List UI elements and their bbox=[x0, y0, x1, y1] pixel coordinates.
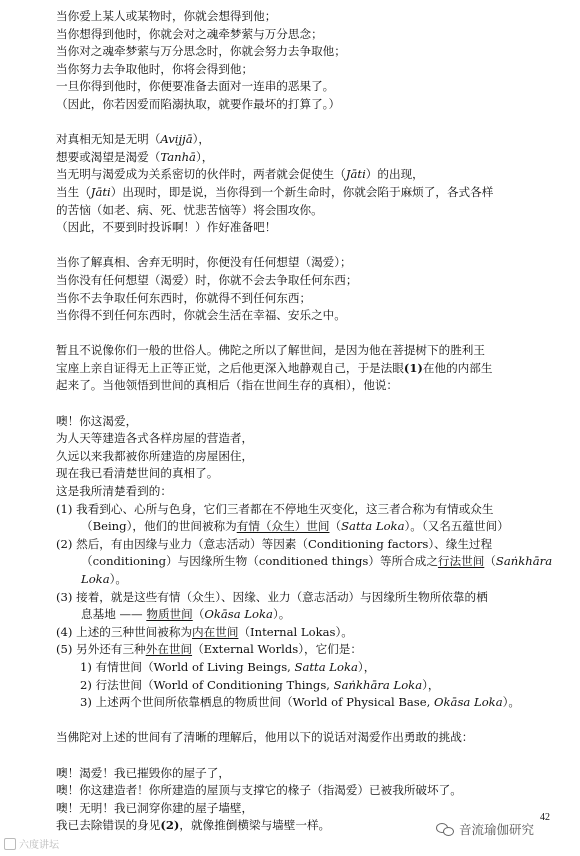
sub-list-item: 3) 上述两个世间所依靠栖息的物质世间（World of Physical Base, Okāsa Loka）。 bbox=[80, 695, 520, 710]
watermark-right-text: 音流瑜伽研究 bbox=[459, 822, 535, 837]
text-line: 当你爱上某人或某物时，你就会想得到他； bbox=[56, 9, 277, 23]
list-item-continuation: （Being），他们的世间被称为有情（众生）世间（Satta Loka）。（又名五蕴世间） bbox=[81, 519, 509, 534]
pali-term: Tanhā bbox=[160, 149, 196, 164]
text-line: 久远以来我都被你所建造的房屋困住， bbox=[56, 448, 254, 463]
underlined-term: 外在世间 bbox=[145, 642, 193, 657]
list-item-continuation: Loka）。 bbox=[81, 572, 128, 586]
pali-term: Satta Loka bbox=[294, 659, 358, 674]
list-item: (5) 另外还有三种外在世间（External Worlds），它们是： bbox=[56, 642, 362, 657]
text-line: 我已去除错误的身见(2)，就像推倒横梁与墙壁一样。 bbox=[56, 818, 331, 833]
list-item: (4) 上述的三种世间被称为内在世间（Internal Lokas）。 bbox=[56, 624, 353, 639]
document-page bbox=[56, 8, 572, 835]
underlined-term: 行法世间 bbox=[437, 554, 485, 569]
pali-term: Jāti bbox=[345, 167, 366, 182]
page-number: 42 bbox=[540, 812, 550, 823]
underlined-term: 有情（众生）世间 bbox=[236, 519, 330, 534]
text-line: 噢！无明！我已洞穿你建的屋子墙壁， bbox=[56, 800, 254, 815]
list-item-continuation: 息基地 —— 物质世间（Okāsa Loka）。 bbox=[81, 607, 291, 622]
text-line: 当你得不到任何东西时，你就会生活在幸福、安乐之中。 bbox=[56, 308, 346, 323]
text-line: （因此，不要到时投诉啊！）作好准备吧！ bbox=[56, 220, 277, 235]
wechat-icon bbox=[436, 822, 454, 836]
stanza-understanding bbox=[56, 254, 572, 324]
watermark-right bbox=[436, 820, 534, 838]
paragraph-buddha bbox=[56, 342, 572, 395]
stanza-ignorance-craving bbox=[56, 131, 572, 237]
text-line: 当生（Jāti）出现时，即是说，当你得到一个新生命时，你就会陷于麻烦了，各式各样 bbox=[56, 184, 494, 199]
text-line: 噢！渴爱！我已摧毁你的屋子了， bbox=[56, 765, 230, 780]
text-line: 当你努力去争取他时，你将会得到他； bbox=[56, 61, 254, 76]
sub-list-item: 2) 行法世间（World of Conditioning Things, Saṅkhāra Loka）， bbox=[80, 677, 440, 692]
numbered-list bbox=[56, 501, 572, 712]
text-line: 的苦恼（如老、病、死、忧悲苦恼等）将会围攻你。 bbox=[56, 202, 323, 217]
text-line: 噢！你这建造者！你所建造的屋顶与支撑它的椽子（指渴爱）已被我所破坏了。 bbox=[56, 783, 462, 798]
list-item: (2) 然后，有由因缘与业力（意志活动）等因素（Conditioning factors）、缘生过程 bbox=[56, 536, 493, 551]
underlined-term: 物质世间 bbox=[146, 607, 193, 622]
text-line: 起来了。当他领悟到世间的真相后（指在世间生存的真相），他说： bbox=[56, 378, 399, 393]
text-line: 噢！你这渴爱， bbox=[56, 413, 138, 428]
verse-craving bbox=[56, 413, 572, 501]
sub-list-item: 1) 有情世间（World of Living Beings, Satta Loka）， bbox=[80, 659, 376, 674]
pali-term: Saṅkhāra Loka bbox=[333, 677, 423, 692]
text-line: 当你想得到他时，你就会对之魂牵梦萦与万分思念； bbox=[56, 26, 323, 41]
paragraph-challenge: 当佛陀对上述的世间有了清晰的理解后，他用以下的说话对渴爱作出勇敢的挑战： bbox=[56, 730, 474, 745]
text-line: 当无明与渴爱成为关系密切的伙伴时，两者就会促使生（Jāti）的出现， bbox=[56, 167, 424, 182]
text-line: 当你对之魂牵梦萦与万分思念时，你就会努力去争取他； bbox=[56, 44, 346, 59]
text-line: 对真相无知是无明（Avijjā）， bbox=[56, 132, 211, 147]
underlined-term: 内在世间 bbox=[192, 624, 239, 639]
poem-stanza-love bbox=[56, 8, 572, 114]
text-line: 一旦你得到他时，你便要准备去面对一连串的恶果了。 bbox=[56, 79, 335, 94]
text-line: 这是我所清楚看到的： bbox=[56, 484, 172, 499]
text-line: 现在我已看清楚世间的真相了。 bbox=[56, 466, 219, 481]
text-line: 当你不去争取任何东西时，你就得不到任何东西； bbox=[56, 290, 312, 305]
text-line: （因此，你若因爱而陷溺执取，就要作最坏的打算了。） bbox=[56, 96, 341, 111]
pali-term: Jāti bbox=[90, 184, 111, 199]
text-line: 当你了解真相、舍弃无明时，你便没有任何想望（渴爱）； bbox=[56, 255, 352, 270]
footnote-marker: (2) bbox=[160, 818, 180, 833]
pali-term: Avijjā bbox=[160, 132, 193, 147]
list-item: (1) 我看到心、心所与色身，它们三者都在不停地生灭变化，这三者合称为有情或众生 bbox=[56, 501, 494, 516]
list-item-continuation: （conditioning）与因缘所生物（conditioned things）等所合成之行法世间（Saṅkhāra bbox=[81, 554, 553, 569]
text-line: 为人天等建造各式各样房屋的营造者， bbox=[56, 431, 254, 446]
text-line: 想要或渴望是渴爱（Tanhā）， bbox=[56, 149, 214, 164]
pali-term: Saṅkhāra bbox=[495, 554, 553, 569]
text-line: 宝座上亲自证得无上正等正觉，之后他更深入地静观自己，于是法眼(1)在他的内部生 bbox=[56, 360, 493, 375]
pali-term: Okāsa Loka bbox=[434, 695, 503, 710]
pali-term: Okāsa Loka bbox=[204, 607, 273, 622]
pali-term: Loka bbox=[81, 572, 110, 586]
watermark-left-text: 六度讲坛 bbox=[19, 840, 59, 851]
logo-icon bbox=[4, 838, 16, 850]
text-line: 当你没有任何想望（渴爱）时，你就不会去争取任何东西； bbox=[56, 272, 358, 287]
pali-term: Satta Loka bbox=[341, 519, 405, 534]
list-item: (3) 接着，就是这些有情（众生）、因缘、业力（意志活动）与因缘所生物所依靠的栖 bbox=[56, 589, 488, 604]
watermark-left bbox=[4, 836, 59, 851]
footnote-marker: (1) bbox=[403, 360, 423, 375]
text-line: 暂且不说像你们一般的世俗人。佛陀之所以了解世间，是因为他在菩提树下的胜利王 bbox=[56, 343, 485, 358]
